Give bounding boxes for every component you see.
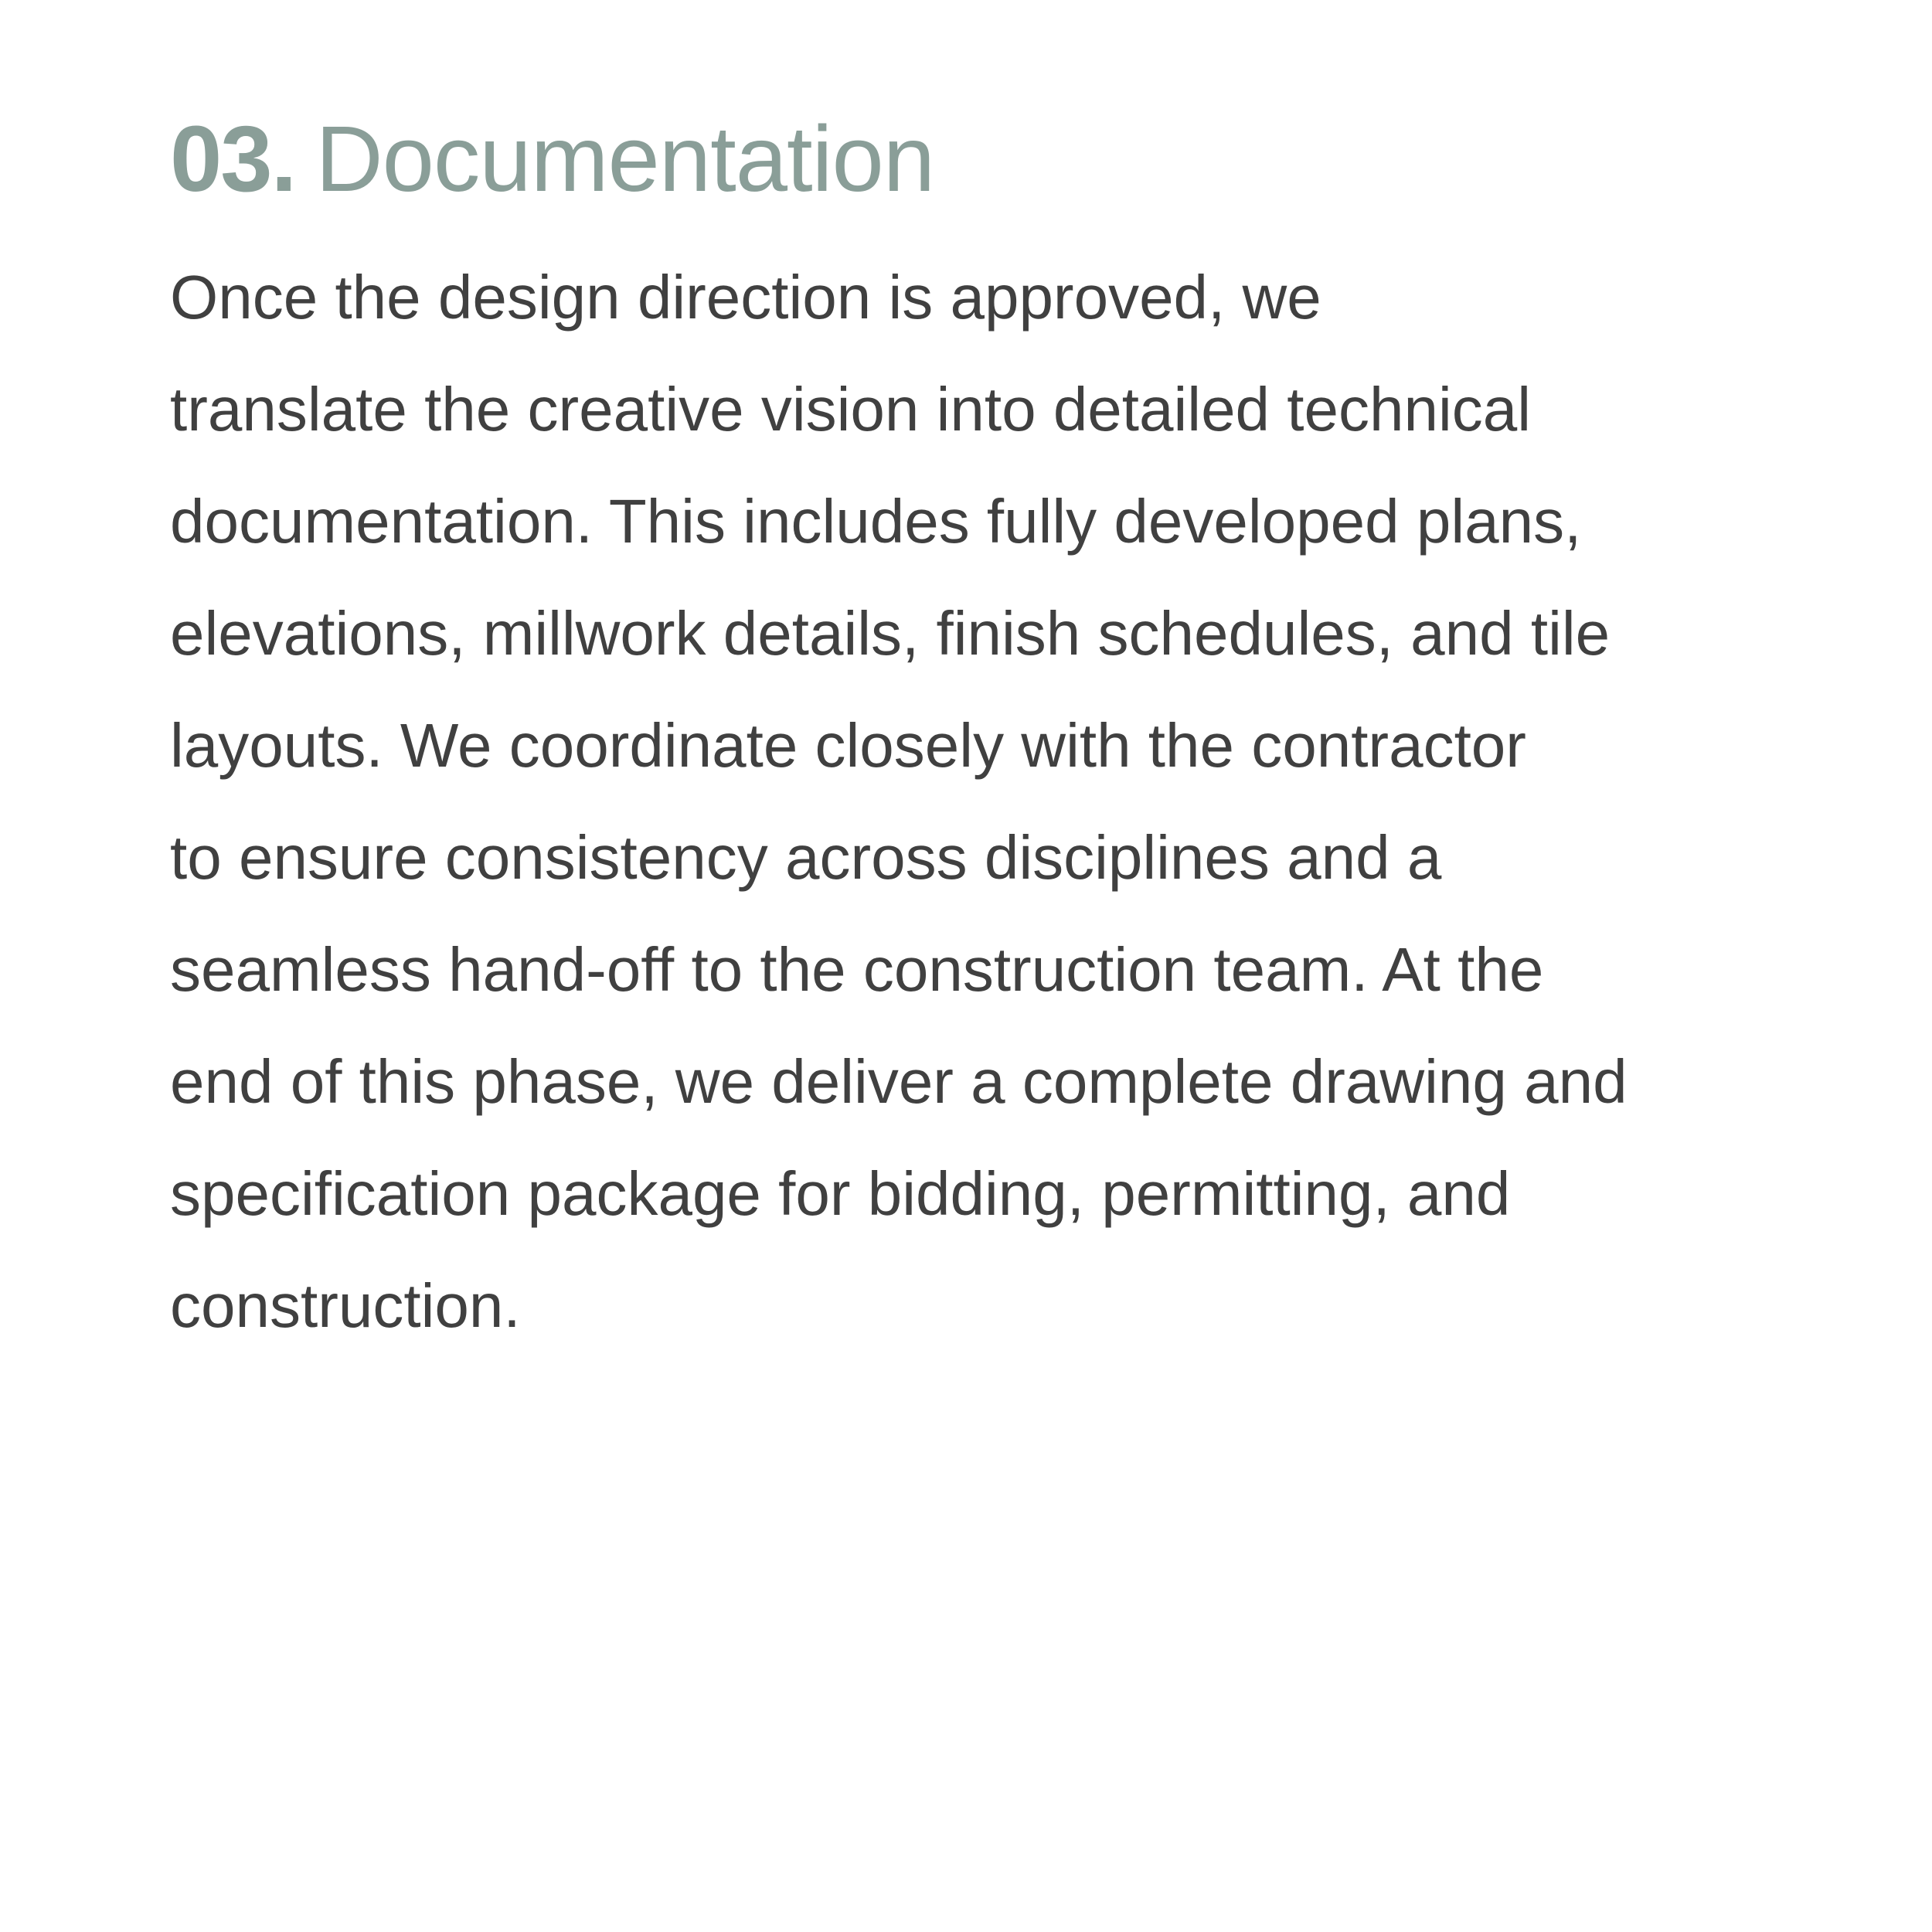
paragraph-line: specification package for bidding, permitting, and	[170, 1159, 1511, 1228]
section-number: 03.	[170, 106, 296, 211]
paragraph-line: translate the creative vision into detailed technical	[170, 375, 1532, 444]
paragraph-line: elevations, millwork details, finish schedules, and tile	[170, 599, 1611, 668]
paragraph-line: end of this phase, we deliver a complete drawing and	[170, 1047, 1628, 1116]
paragraph-line: layouts. We coordinate closely with the contractor	[170, 711, 1526, 780]
document-page	[170, 100, 1793, 1362]
paragraph-line: Once the design direction is approved, we	[170, 263, 1321, 332]
section-paragraph	[170, 241, 1793, 1362]
paragraph-line: documentation. This includes fully developed plans,	[170, 487, 1582, 556]
paragraph-line: seamless hand-off to the construction team. At the	[170, 935, 1544, 1004]
section-heading	[170, 100, 1793, 216]
section-title: Documentation	[315, 106, 935, 211]
paragraph-line: construction.	[170, 1271, 521, 1340]
paragraph-line: to ensure consistency across disciplines and a	[170, 823, 1442, 892]
